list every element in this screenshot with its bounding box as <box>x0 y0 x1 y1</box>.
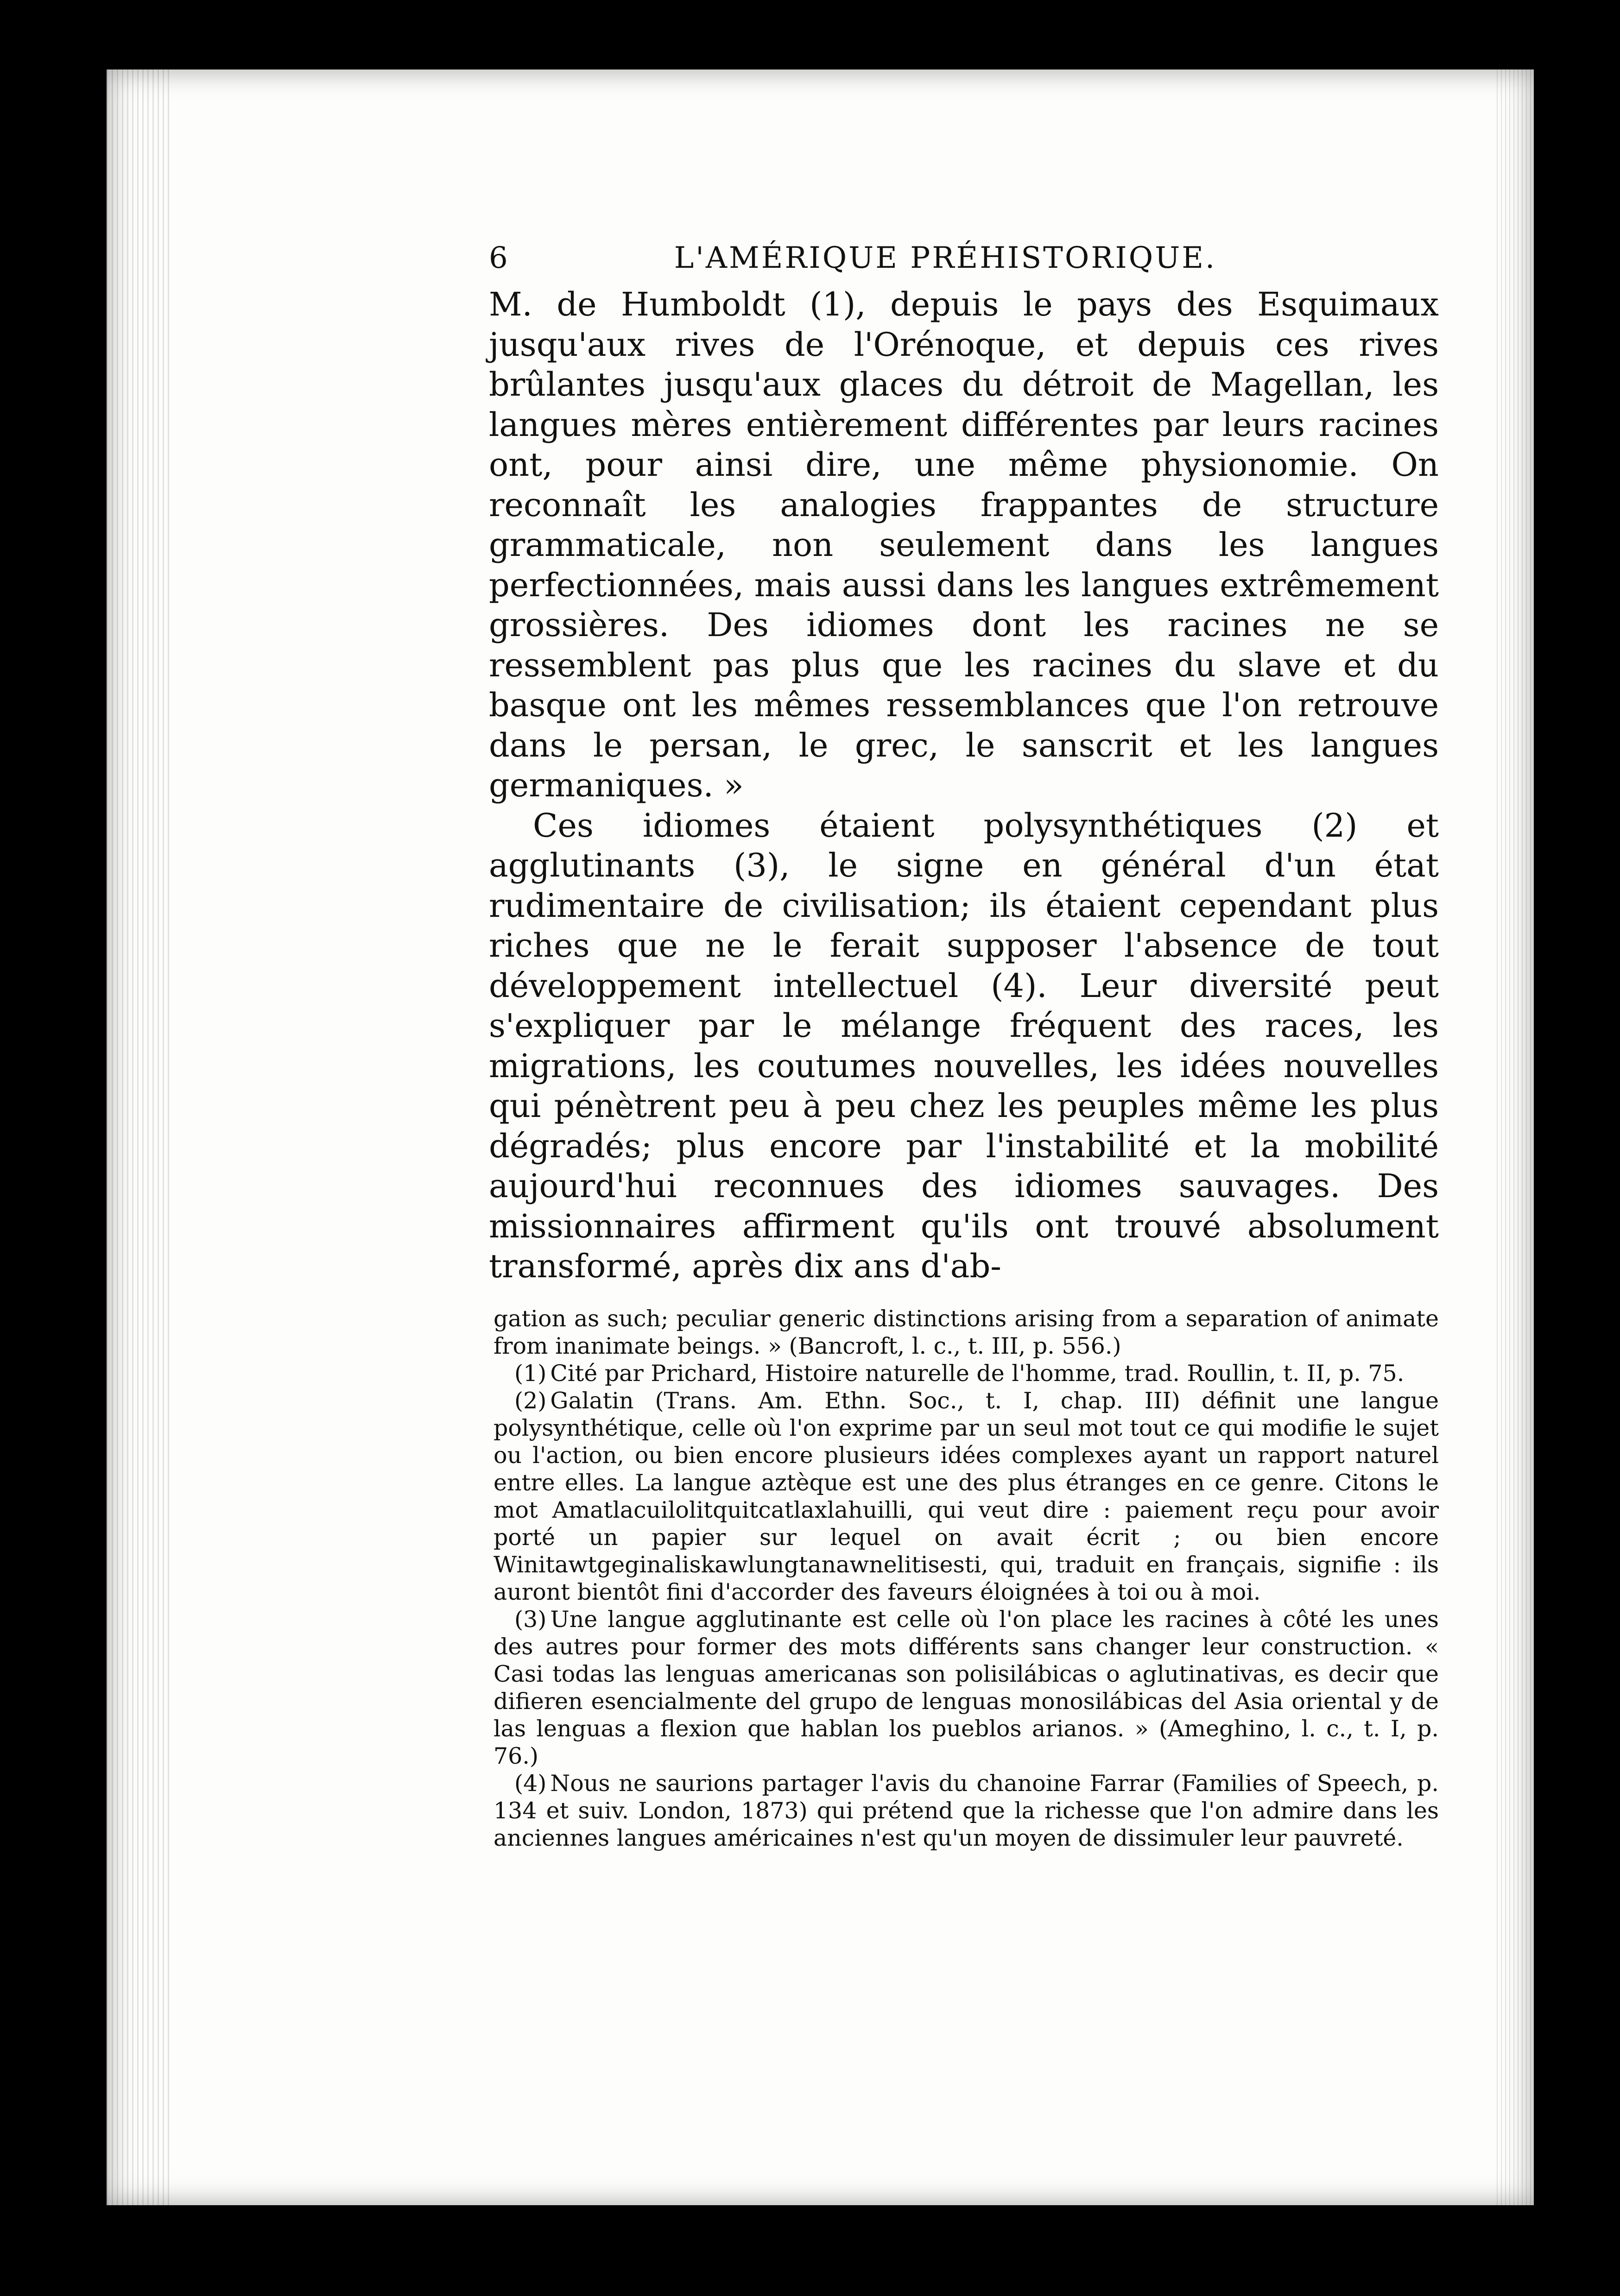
page-number: 6 <box>489 241 508 275</box>
footnote-2 <box>494 1387 1439 1606</box>
running-title: L'AMÉRIQUE PRÉHISTORIQUE. <box>674 241 1217 275</box>
footnote-number: (4) <box>514 1770 547 1797</box>
page-edge-right <box>1497 69 1534 2205</box>
footnote-continuation: gation as such; peculiar generic distinctions arising from a separation of animate from inanimate beings. » (Bancroft, l. c., t. III, p. 556.) <box>494 1305 1439 1359</box>
footnote-4 <box>494 1770 1439 1852</box>
paragraph-1: M. de Humboldt (1), depuis le pays des Esquimaux jusqu'aux rives de l'Orénoque, et depuis ces rives brûlantes jusqu'aux glaces du détroit de Magellan, les langues mères entièrement différentes par leurs racines ont, pour ainsi dire, une même physionomie. On reconnaît les analogies frappantes de structure grammaticale, non seulement dans les langues perfectionnées, mais aussi dans les langues extrêmement grossières. Des idiomes dont les racines ne se ressemblent pas plus que les racines du slave et du basque ont les mêmes ressemblances que l'on retrouve dans le persan, le grec, le sanscrit et les langues germaniques. » <box>489 285 1439 804</box>
footnote-text: Nous ne saurions partager l'avis du chanoine Farrar (Families of Speech, p. 134 et suiv. London, 1873) qui prétend que la richesse que l'on admire dans les anciennes langues américaines n'est qu'un moyen de dissimuler leur pauvreté. <box>494 1770 1439 1851</box>
footnote-number: (1) <box>514 1360 547 1387</box>
main-text <box>489 284 1439 1287</box>
footnote-text: Une langue agglutinante est celle où l'on place les racines à côté les unes des autres pour former des mots différents sans changer leur construction. « Casi todas las lenguas americanas son polisilábicas o aglutinativas, es decir que difieren esencialmente del grupo de lenguas monosilábicas del Asia oriental y de las lenguas a flexion que hablan los pueblos arianos. » (Ameghino, l. c., t. I, p. 76.) <box>494 1606 1439 1769</box>
footnote-number: (3) <box>514 1606 547 1633</box>
footnote-text: Cité par Prichard, Histoire naturelle de l'homme, trad. Roullin, t. II, p. 75. <box>550 1360 1405 1387</box>
page-header <box>489 241 1439 275</box>
paragraph-2: Ces idiomes étaient polysynthétiques (2) et agglutinants (3), le signe en général d'un état rudimentaire de civilisation; ils étaient cependant plus riches que ne le ferait supposer l'absence de tout développement intellectuel (4). Leur diversité peut s'expliquer par le mélange fréquent des races, les migrations, les coutumes nouvelles, les idées nouvelles qui pénètrent peu à peu chez les peuples même les plus dégradés; plus encore par l'instabilité et la mobilité aujourd'hui reconnues des idiomes sauvages. Des missionnaires affirment qu'ils ont trouvé absolument transformé, après dix ans d'ab- <box>489 806 1439 1285</box>
footnote-number: (2) <box>514 1387 547 1414</box>
page-content <box>489 241 1439 1852</box>
footnote-text: Galatin (Trans. Am. Ethn. Soc., t. I, chap. III) définit une langue polysynthétique, celle où l'on exprime par un seul mot tout ce qui modifie le sujet ou l'action, ou bien encore plusieurs idées complexes ayant un rapport naturel entre elles. La langue aztèque est une des plus étranges en ce genre. Citons le mot Amatlacuilolitquitcatlaxlahuilli, qui veut dire : paiement reçu pour avoir porté un papier sur lequel on avait écrit ; ou bien encore Winitawtgeginaliskawlungtanawnelitisesti, qui, traduit en français, signifie : ils auront bientôt fini d'accorder des faveurs éloignées à toi ou à moi. <box>494 1387 1439 1605</box>
footnote-1 <box>494 1360 1439 1387</box>
page-edge-left <box>107 69 171 2205</box>
footnote-3 <box>494 1606 1439 1770</box>
footnotes <box>489 1305 1439 1852</box>
